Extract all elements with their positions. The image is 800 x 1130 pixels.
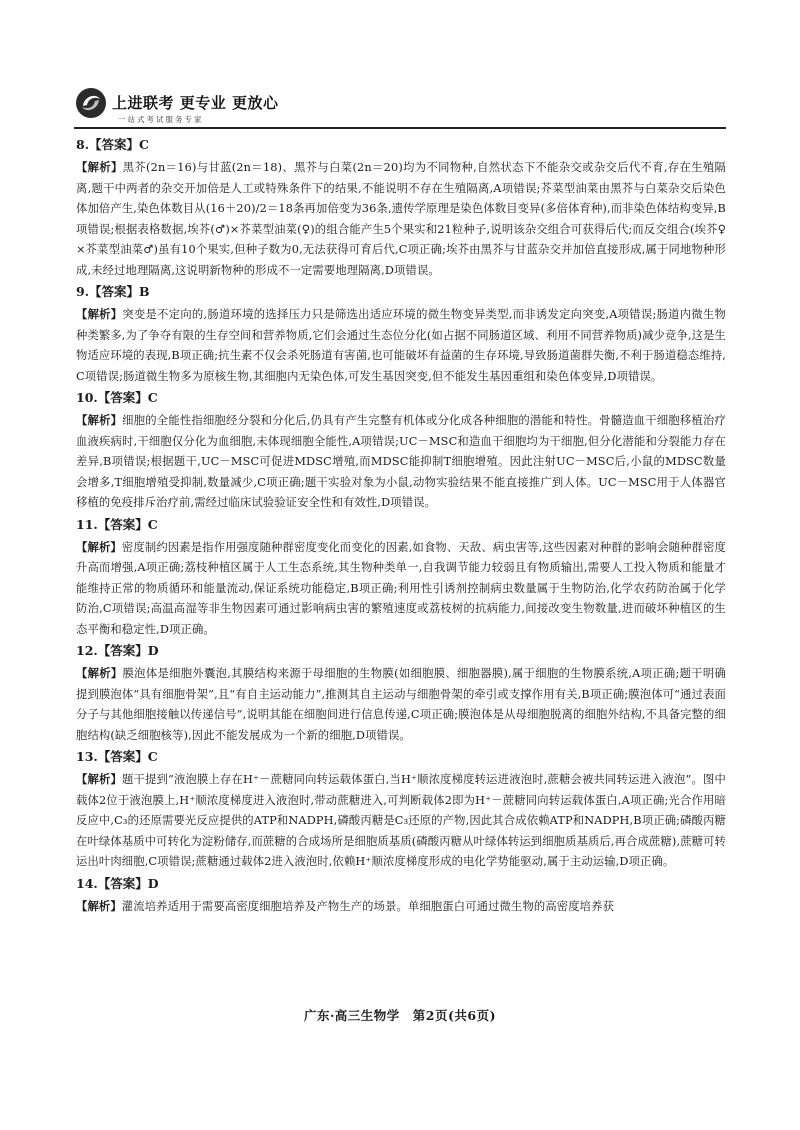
explanation [76,157,726,281]
swirl-logo-icon [74,86,108,120]
explanation-text: 黑芥(2n＝16)与甘蓝(2n＝18)、黑芥与白菜(2n＝20)均为不同物种,自然状态下不能杂交或杂交后代不育,存在生殖隔离,题干中两者的杂交开加倍是人工或特殊条件下的结果,不能说明不存在生殖隔离,A项错误;芥菜型油菜由黑芥与白菜杂交后染色体加倍产生,染色体数目从(16＋20)/2＝18条再加倍变为36条,遗传学原理是染色体数目变异(多倍体育种),而非染色体结构变异,B项错误;根据表格数据,埃芥(♂)×芥菜型油菜(♀)的组合能产生5个果实和21粒种子,说明该杂交组合可获得后代;而反交组合(埃芥♀×芥菜型油菜♂)虽有10个果实,但种子数为0,无法获得可育后代,C项正确;埃芥由黑芥与甘蓝杂交并加倍直接形成,属于同地物种形成,未经过地理隔离,这说明新物种的形成不一定需要地理隔离,D项错误。 [76,161,727,277]
explanation [76,769,726,873]
explanation [76,663,726,746]
logo-title: 上进联考 更专业 更放心 [112,94,279,112]
answer-label: 10.【答案】C [76,390,158,405]
answer-item-8 [76,137,726,281]
answer-item-13 [76,749,726,873]
answer-item-10 [76,390,726,514]
explanation-tag: 【解析】 [76,666,123,680]
explanation-tag: 【解析】 [76,413,123,427]
answer-item-11 [76,517,726,641]
explanation-text: 题干提到“液泡膜上存在H⁺－蔗糖同向转运载体蛋白,当H⁺顺浓度梯度转运进液泡时,蔗糖会被共同转运进入液泡”。图中载体2位于液泡膜上,H⁺顺浓度梯度进入液泡时,带动蔗糖进入,可判断载体2即为H⁺－蔗糖同向转运载体蛋白,A项正确;光合作用暗反应中,C₃的还原需要光反应提供的ATP和NADPH,磷酸丙糖是C₃还原的产物,因此其合成依赖ATP和NADPH,B项正确;磷酸丙糖在叶绿体基质中可转化为淀粉储存,而蔗糖的合成场所是细胞质基质(磷酸丙糖从叶绿体转运到细胞质基质后,再合成蔗糖),蔗糖可转运出叶肉细胞,C项错误;蔗糖通过载体2进入液泡时,依赖H⁺顺浓度梯度形成的电化学势能驱动,属于主动运输,D项正确。 [76,773,726,868]
explanation-text: 密度制约因素是指作用强度随种群密度变化而变化的因素,如食物、天敌、病虫害等,这些因素对种群的影响会随种群密度升高而增强,A项正确;荔枝种植区属于人工生态系统,其生物种类单一,自我调节能力较弱且有物质输出,需要人工投入物质和能量才能维持正常的物质循环和能量流动,保证系统功能稳定,B项正确;利用性引诱剂控制病虫数量属于生物防治,化学农药防治属于化学防治,C项错误;高温高湿等非生物因素可通过影响病虫害的繁殖速度或荔枝树的抗病能力,间接改变生物数量,进而破坏种植区的生态平衡和稳定性,D项正确。 [76,540,726,636]
answer-label: 13.【答案】C [76,749,158,764]
answer-item-9 [76,284,726,387]
answer-item-12 [76,643,726,746]
explanation-text: 膜泡体是细胞外囊泡,其膜结构来源于母细胞的生物膜(如细胞膜、细胞器膜),属于细胞的生物膜系统,A项正确;题干明确提到膜泡体“具有细胞骨架”,且“有自主运动能力”,推测其自主运动与细胞骨架的牵引或支撑作用有关,B项正确;膜泡体可“通过表面分子与其他细胞接触以传递信号”,说明其能在细胞间进行信息传递,C项正确;膜泡体是从母细胞脱离的细胞外结构,不具备完整的细胞结构(缺乏细胞核等),因此不能发展成为一个新的细胞,D项错误。 [76,667,726,742]
answer-label: 12.【答案】D [76,643,159,658]
explanation-tag: 【解析】 [76,539,122,554]
brand-logo [74,86,314,130]
answer-item-14 [76,876,726,918]
answer-list [76,137,726,921]
explanation [76,410,726,514]
explanation [76,537,726,641]
answer-label: 11.【答案】C [76,516,158,532]
explanation-text: 细胞的全能性指细胞经分裂和分化后,仍具有产生完整有机体或分化成各种细胞的潜能和特性。骨髓造血干细胞移植治疗血液疾病时,干细胞仅分化为血细胞,未体现细胞全能性,A项错误;UC－MSC和造血干细胞均为干细胞,但分化潜能和分裂能力存在差异,B项错误;根据题干,UC－MSC可促进MDSC增殖,而MDSC能抑制T细胞增殖。因此注射UC－MSC后,小鼠的MDSC数量会增多,T细胞增殖受抑制,数量减少,C项正确;题干实验对象为小鼠,动物实验结果不能直接推广到人体。UC－MSC用于人体器官移植的免疫排斥治疗前,需经过临床试验验证安全性和有效性,D项错误。 [76,414,727,509]
explanation-text: 灌流培养适用于需要高密度细胞培养及产物生产的场景。单细胞蛋白可通过微生物的高密度培养获 [121,899,615,913]
explanation-tag: 【解析】 [76,307,123,321]
answer-label: 14.【答案】D [76,875,159,891]
explanation-text: 突变是不定向的,肠道环境的选择压力只是筛选出适应环境的微生物变异类型,而非诱发定向突变,A项错误;肠道内微生物种类繁多,为了争夺有限的生存空间和营养物质,它们会通过生态位分化(如占据不同肠道区域、利用不同营养物质)减少竞争,这是生物适应环境的表现,B项正确;抗生素不仅会杀死肠道有害菌,也可能破坏有益菌的生存环境,导致肠道菌群失衡,不利于肠道稳态维持,C项错误;肠道微生物多为原核生物,其细胞内无染色体,可发生基因突变,但不能发生基因重组和染色体变异,D项错误。 [76,308,726,383]
answer-label: 9.【答案】B [76,284,150,299]
explanation-tag: 【解析】 [76,898,122,913]
explanation [76,896,726,918]
page-footer: 广东·高三生物学 第2页(共6页) [303,1008,497,1023]
explanation-tag: 【解析】 [76,772,123,786]
explanation [76,304,726,387]
logo-subtitle: 一站式考试服务专家 [118,115,204,124]
answer-label: 8.【答案】C [76,137,149,152]
header-divider [74,127,726,129]
explanation-tag: 【解析】 [76,160,123,174]
